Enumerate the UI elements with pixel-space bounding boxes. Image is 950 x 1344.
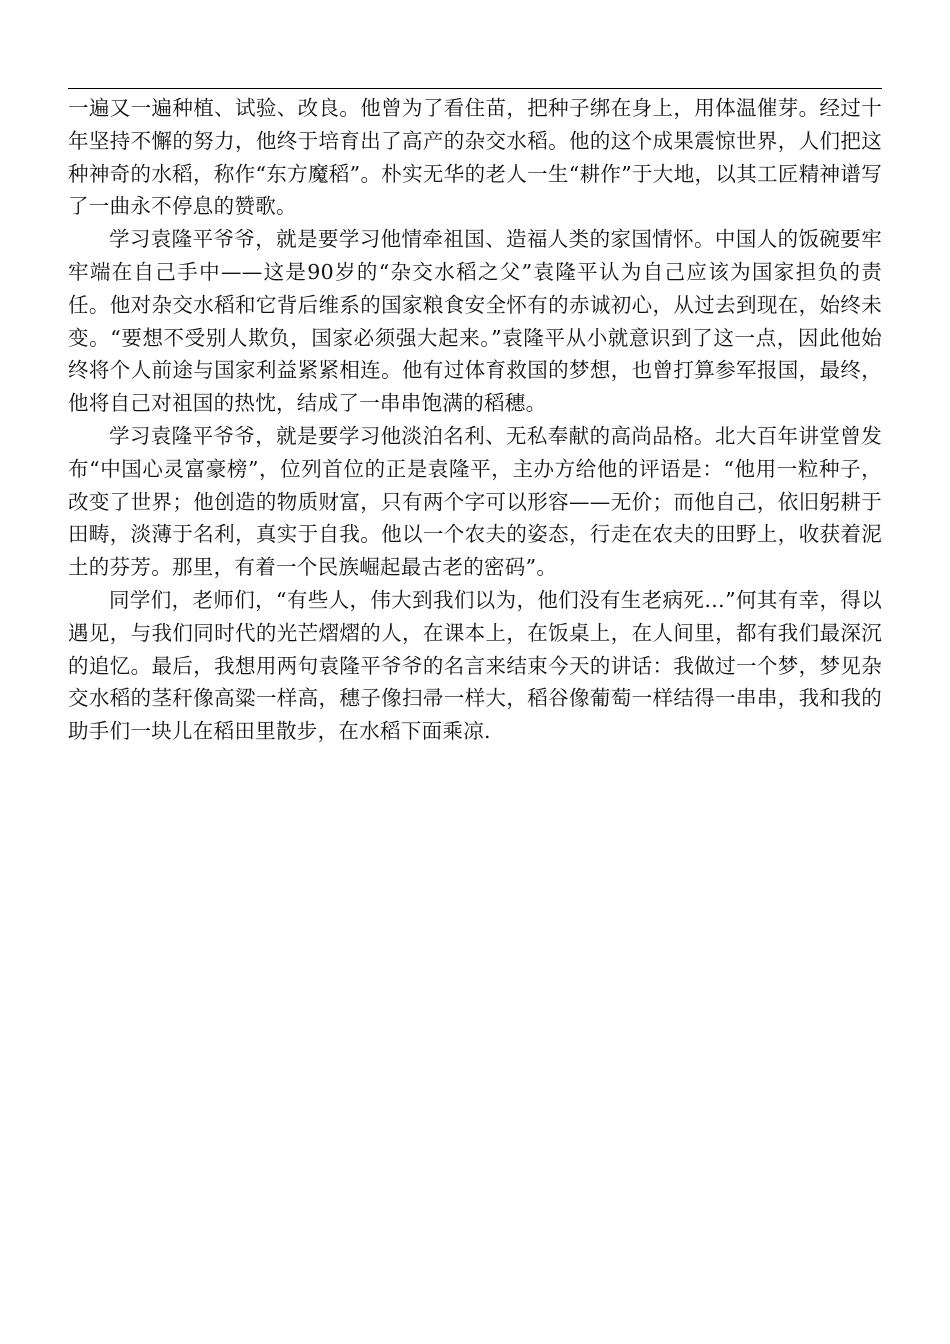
paragraph-2: 学习袁隆平爷爷，就是要学习他情牵祖国、造福人类的家国情怀。中国人的饭碗要牢牢端在自己手中——这是90岁的“杂交水稻之父”袁隆平认为自己应该为国家担负的责任。他对杂交水稻和它背后维系的国家粮食安全怀有的赤诚初心，从过去到现在，始终未变。“要想不受别人欺负，国家必须强大起来。”袁隆平从小就意识到了这一点，因此他始终将个人前途与国家利益紧紧相连。他有过体育救国的梦想，也曾打算参军报国，最终，他将自己对祖国的热忱，结成了一串串饱满的稻穗。 xyxy=(68,227,882,416)
paragraph-1: 一遍又一遍种植、试验、改良。他曾为了看住苗，把种子绑在身上，用体温催芽。经过十年坚持不懈的努力，他终于培育出了高产的杂交水稻。他的这个成果震惊世界，人们把这种神奇的水稻，称作“东方魔稻”。朴实无华的老人一生“耕作”于大地，以其工匠精神谱写了一曲永不停息的赞歌。 xyxy=(68,96,882,219)
document-body xyxy=(68,92,882,748)
paragraph-4: 同学们，老师们，“有些人，伟大到我们以为，他们没有生老病死…”何其有幸，得以遇见，与我们同时代的光芒熠熠的人，在课本上，在饭桌上，在人间里，都有我们最深沉的追忆。最后，我想用两句袁隆平爷爷的名言来结束今天的讲话：我做过一个梦，梦见杂交水稻的茎秆像高粱一样高，穗子像扫帚一样大，稻谷像葡萄一样结得一串串，我和我的助手们一块儿在稻田里散步，在水稻下面乘凉. xyxy=(68,587,882,744)
header-rule xyxy=(68,88,882,89)
paragraph-3: 学习袁隆平爷爷，就是要学习他淡泊名利、无私奉献的高尚品格。北大百年讲堂曾发布“中国心灵富豪榜”，位列首位的正是袁隆平，主办方给他的评语是：“他用一粒种子，改变了世界；他创造的物质财富，只有两个字可以形容——无价；而他自己，依旧躬耕于田畴，淡薄于名利，真实于自我。他以一个农夫的姿态，行走在农夫的田野上，收获着泥土的芬芳。那里，有着一个民族崛起最古老的密码”。 xyxy=(68,423,882,580)
